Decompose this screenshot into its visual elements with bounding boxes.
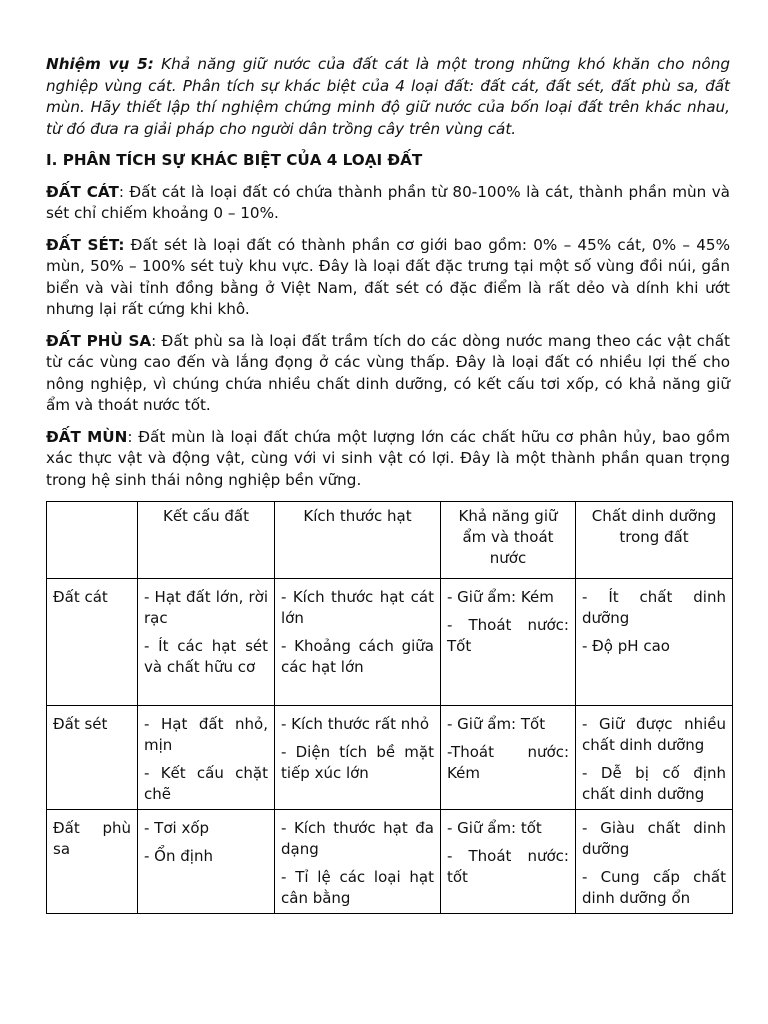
cell-line: - Ít chất dinh dưỡng	[582, 588, 726, 627]
cell-line: - Khoảng cách giữa các hạt lớn	[281, 637, 434, 676]
cell-line: - Hạt đất nhỏ, mịn	[144, 715, 268, 754]
paragraph-text: : Đất phù sa là loại đất trầm tích do các dòng nước mang theo các vật chất từ các vùng cao đến và lắng đọng ở các vùng thấp. Đây là loại đất có nhiều lợi thế cho nông nghiệp, vì chúng chứa nhiều chất dinh dưỡng, có kết cấu tơi xốp, có khả năng giữ ẩm và thoát nước tốt.	[46, 331, 731, 414]
cell-line: - Giữ ẩm: Tốt	[447, 715, 546, 733]
table-cell	[576, 706, 733, 810]
term: ĐẤT PHÙ SA	[46, 331, 152, 350]
section-heading: I. PHÂN TÍCH SỰ KHÁC BIỆT CỦA 4 LOẠI ĐẤT	[46, 151, 423, 169]
row-label-cell	[47, 579, 138, 706]
paragraph-dat-mun	[46, 427, 730, 492]
table-cell	[441, 810, 576, 914]
table-row	[47, 810, 733, 914]
cell-line: - Tỉ lệ các loại hạt cân bằng	[281, 868, 434, 907]
table-cell	[138, 579, 275, 706]
paragraph-text: : Đất cát là loại đất có chứa thành phần từ 80-100% là cát, thành phần mùn và sét chỉ chiếm khoảng 0 – 10%.	[46, 182, 730, 222]
cell-line: - Kích thước hạt cát lớn	[281, 588, 434, 627]
table-header-cell	[47, 502, 138, 579]
table-header-cell: Kích thước hạt	[275, 502, 441, 579]
cell-line: - Kích thước rất nhỏ	[281, 715, 429, 733]
table-row	[47, 706, 733, 810]
task-paragraph	[46, 54, 730, 140]
cell-line: - Hạt đất lớn, rời rạc	[144, 588, 268, 627]
cell-line: - Ổn định	[144, 847, 213, 865]
cell-line: - Diện tích bề mặt tiếp xúc lớn	[281, 743, 434, 782]
task-text: Khả năng giữ nước của đất cát là một trong những khó khăn cho nông nghiệp vùng cát. Phân tích sự khác biệt của 4 loại đất: đất cát, đất sét, đất phù sa, đất mùn. Hãy thiết lập thí nghiệm chứng minh độ giữ nước của bốn loại đất trên khác nhau, từ đó đưa ra giải pháp cho người dân trồng cây trên vùng cát.	[46, 55, 730, 138]
cell-line: -Thoát nước: Kém	[447, 743, 569, 782]
cell-line: - Tơi xốp	[144, 819, 210, 837]
paragraph-text: Đất sét là loại đất có thành phần cơ giới bao gồm: 0% – 45% cát, 0% – 45% mùn, 50% – 100% sét tuỳ khu vực. Đây là loại đất đặc trưng tại một số vùng đồi núi, gần biển và vài tỉnh đồng bằng ở Việt Nam, đất sét có đặc điểm là rất dẻo và dính khi ướt nhưng lại rất cứng khi khô.	[46, 235, 730, 318]
paragraph-text: : Đất mùn là loại đất chứa một lượng lớn các chất hữu cơ phân hủy, bao gồm xác thực vật và động vật, cùng với vi sinh vật có lợi. Đây là một thành phần quan trọng trong hệ sinh thái nông nghiệp bền vững.	[46, 427, 730, 489]
table-cell	[275, 810, 441, 914]
term: ĐẤT SÉT:	[46, 235, 125, 254]
table-cell	[138, 706, 275, 810]
table-cell	[441, 706, 576, 810]
document-content	[46, 54, 730, 914]
table-row	[47, 579, 733, 706]
cell-line: - Giữ được nhiều chất dinh dưỡng	[582, 715, 726, 754]
cell-line: - Kích thước hạt đa dạng	[281, 819, 434, 858]
soil-comparison-table	[46, 501, 733, 914]
table-cell	[275, 579, 441, 706]
paragraph-dat-cat	[46, 182, 730, 225]
table-header-row	[47, 502, 733, 579]
term: ĐẤT MÙN	[46, 427, 128, 446]
row-label: Đất cát	[53, 588, 108, 606]
cell-line: - Thoát nước: tốt	[447, 847, 569, 886]
paragraph-dat-phu-sa	[46, 331, 730, 417]
table-cell	[441, 579, 576, 706]
table-header-cell: Khả năng giữ ẩm và thoát nước	[441, 502, 576, 579]
table-cell	[275, 706, 441, 810]
table-cell	[576, 579, 733, 706]
cell-line: - Độ pH cao	[582, 637, 670, 655]
row-label-cell	[47, 706, 138, 810]
paragraph-dat-set	[46, 235, 730, 321]
task-label: Nhiệm vụ 5:	[46, 55, 154, 73]
row-label: Đất phù sa	[53, 819, 131, 858]
cell-line: - Cung cấp chất dinh dưỡng ổn	[582, 868, 726, 907]
cell-line: - Dễ bị cố định chất dinh dưỡng	[582, 764, 726, 803]
cell-line: - Kết cấu chặt chẽ	[144, 764, 268, 803]
cell-line: - Giữ ẩm: tốt	[447, 819, 542, 837]
cell-line: - Giữ ẩm: Kém	[447, 588, 554, 606]
cell-line: - Giàu chất dinh dưỡng	[582, 819, 726, 858]
cell-line: - Thoát nước: Tốt	[447, 616, 569, 655]
row-label: Đất sét	[53, 715, 108, 733]
cell-line: - Ít các hạt sét và chất hữu cơ	[144, 637, 268, 676]
table-header-cell: Chất dinh dưỡng trong đất	[576, 502, 733, 579]
table-cell	[576, 810, 733, 914]
table-header-cell: Kết cấu đất	[138, 502, 275, 579]
table-cell	[138, 810, 275, 914]
row-label-cell	[47, 810, 138, 914]
term: ĐẤT CÁT	[46, 182, 119, 201]
table-body	[47, 579, 733, 914]
